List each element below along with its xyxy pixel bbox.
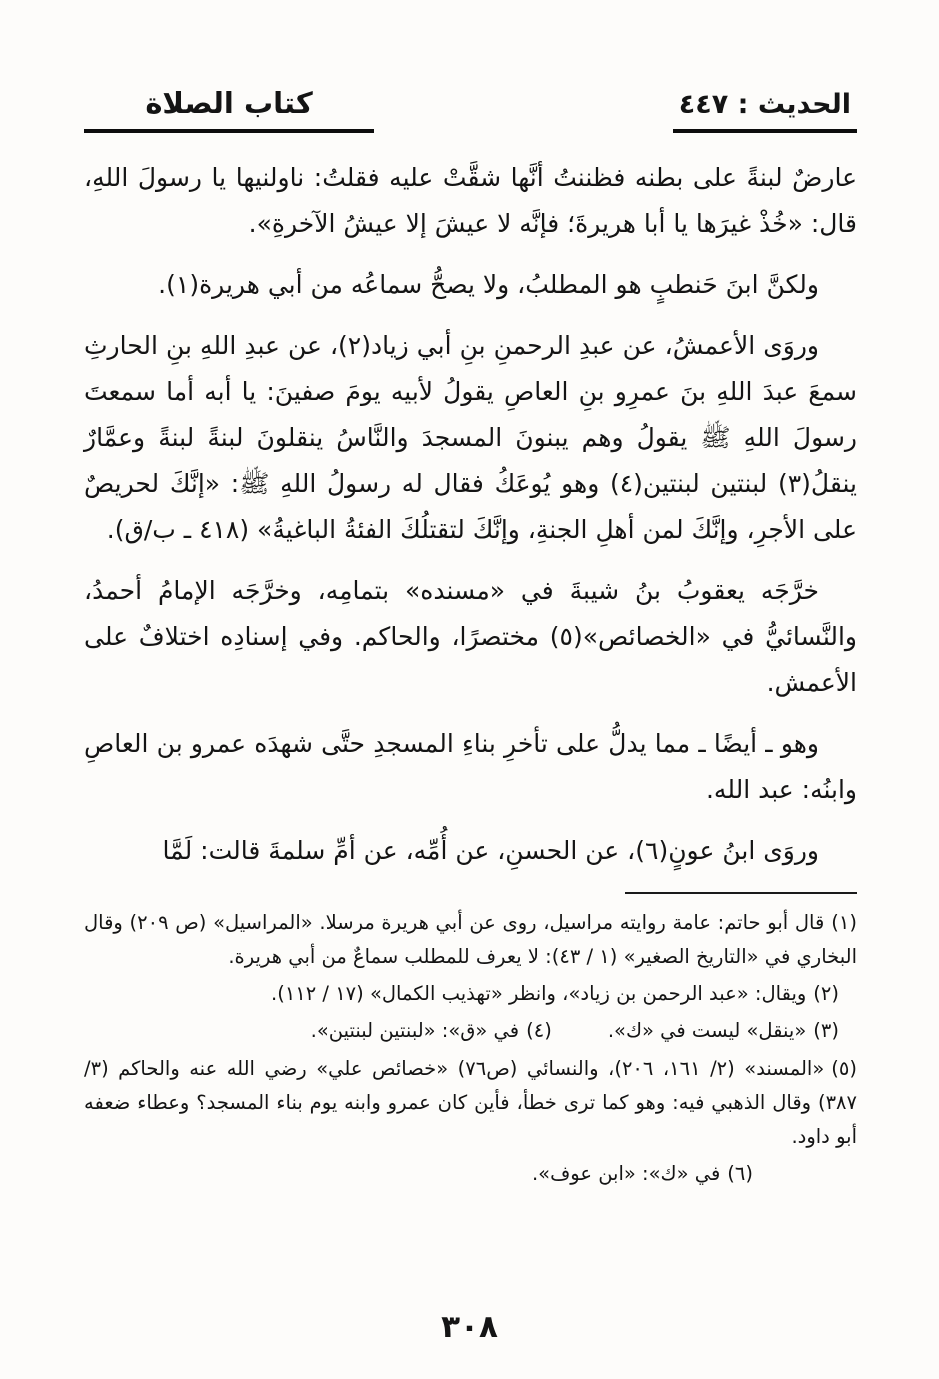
footnote-6-text: في «ك»: «ابن عوف». (531, 1161, 721, 1185)
footnote-2 (84, 977, 857, 1011)
hadith-number-label: الحديث : ٤٤٧ (678, 89, 851, 120)
footnote-2-text: ويقال: «عبد الرحمن بن زياد»، وانظر «تهذيب الكمال» (١٧ / ١١٢). (271, 982, 807, 1006)
paragraph-continuation: عارضٌ لبنةً على بطنه فظننتُ أنَّها شقَّتْ عليه فقلتُ: ناولنيها يا رسولَ اللهِ، قال: «خُذْ غيرَها يا أبا هريرةَ؛ فإنَّه لا عيشَ إلا عيشُ الآخرةِ». (84, 163, 857, 238)
footnote-1-text: قال أبو حاتم: عامة روايته مراسيل، روى عن أبي هريرة مرسلا. «المراسيل» (ص ٢٠٩) وقال البخاري في «التاريخ الصغير» (١ / ٤٣): لا يعرف للمطلب سماعٌ من أبي هريرة. (84, 911, 857, 969)
header-book-title (84, 86, 374, 133)
footnote-5-text: «المسند» (٢/ ١٦١، ٢٠٦)، والنسائي (ص٧٦) «خصائص علي» رضي الله عنه والحاكم (٣/ ٣٨٧) وقال الذهبي فيه: وهو كما ترى خطأ، فأين كان عمرو وابنه يوم بناء المسجد؟ وعطاء ضعفه أبو داود. (84, 1056, 857, 1148)
footnote-5 (84, 1052, 857, 1154)
footnote-4 (311, 1014, 552, 1048)
main-text (84, 155, 857, 874)
paragraph-takhrij: خرَّجَه يعقوبُ بنُ شيبةَ في «مسنده» بتمامِه، وخرَّجَه الإمامُ أحمدُ، والنَّسائيُّ في «الخصائص»(٥) مختصرًا، والحاكم. وفي إسنادِه اختلافٌ على الأعمش. (84, 576, 857, 697)
paragraph-ibn-awn-narration: وروَى ابنُ عونٍ(٦)، عن الحسنِ، عن أُمِّه، عن أمِّ سلمةَ قالت: لَمَّا (162, 836, 819, 865)
page-number: ٣٠٨ (441, 1309, 498, 1345)
footnote-6 (84, 1157, 857, 1191)
footnote-separator (625, 892, 857, 894)
footnote-1-marker: (١) (831, 911, 857, 934)
page-header (84, 86, 857, 133)
book-title-label: كتاب الصلاة (145, 86, 313, 120)
footnote-1 (84, 906, 857, 974)
footnote-4-text: في «ق»: «لبنتين لبنتين». (310, 1019, 520, 1043)
footnote-5-marker: (٥) (831, 1056, 857, 1080)
page-footer (0, 1309, 939, 1345)
paragraph-ibn-hantab: ولكنَّ ابنَ حَنطبٍ هو المطلبُ، ولا يصحُّ سماعُه من أبي هريرة(١). (158, 270, 819, 299)
footnote-6-marker: (٦) (727, 1161, 753, 1185)
footnote-2-marker: (٢) (813, 982, 839, 1006)
footnote-row-3-4 (84, 1014, 857, 1048)
footnote-3-text: «ينقل» ليست في «ك». (607, 1019, 807, 1043)
paragraph-amash-narration: وروَى الأعمشُ، عن عبدِ الرحمنِ بنِ أبي زياد(٢)، عن عبدِ اللهِ بنِ الحارثِ سمعَ عبدَ اللهِ بنَ عمرِو بنِ العاصِ يقولُ لأبيه يومَ صفينَ: يا أبه أما سمعتَ رسولَ اللهِ ﷺ يقولُ وهم يبنونَ المسجدَ والنَّاسُ ينقلونَ لبنةً لبنةً وعمَّارٌ ينقلُ(٣) لبنتين لبنتين(٤) وهو يُوعَكُ فقال له رسولُ اللهِ ﷺ: «إنَّكَ لحريصٌ على الأجرِ، وإنَّكَ لمن أهلِ الجنةِ، وإنَّكَ لتقتلُكَ الفئةُ الباغيةُ» (٤١٨ ـ ب/ق). (84, 331, 857, 544)
footnote-4-marker: (٤) (526, 1019, 552, 1043)
footnote-3-marker: (٣) (813, 1019, 839, 1043)
footnotes-section (84, 906, 857, 1191)
footnote-3 (608, 1014, 839, 1048)
paragraph-commentary: وهو ـ أيضًا ـ مما يدلُّ على تأخرِ بناءِ المسجدِ حتَّى شهدَه عمرو بن العاصِ وابنُه: عبد الله. (84, 729, 857, 804)
header-hadith-number (673, 89, 857, 133)
